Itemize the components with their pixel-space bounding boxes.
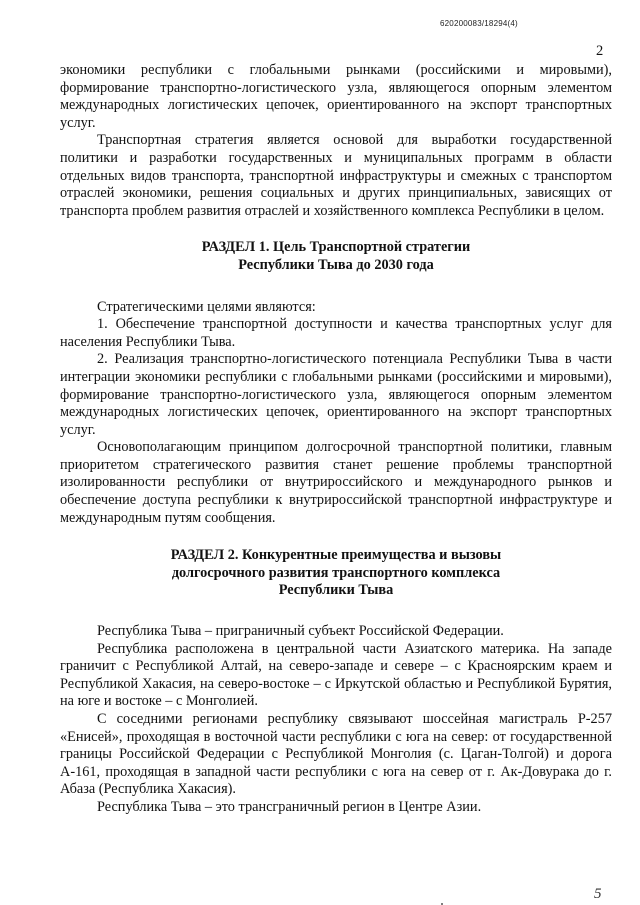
intro-paragraph-2: Транспортная стратегия является основой для выработки государственной политики и разработки государственных и муниципальных программ в области отдельных видов транспорта, транспортной инфраструктуры и смежных с транспортом отраслей экономики, решения социальных и других принципиальных, зависящих от транспорта проблем развития отраслей и хозяйственного комплекса Республики в целом. bbox=[60, 132, 612, 219]
section-2-heading bbox=[60, 547, 612, 600]
section-2-paragraph-4: Республика Тыва – это трансграничный регион в Центре Азии. bbox=[97, 798, 482, 815]
page-number: 2 bbox=[596, 43, 604, 59]
section-2-paragraph-1: Республика Тыва – приграничный субъект Российской Федерации. bbox=[97, 623, 504, 640]
section-2-title-line-2: долгосрочного развития транспортного комплекса bbox=[171, 564, 501, 581]
section-1-title-line-1: РАЗДЕЛ 1. Цель Транспортной стратегии bbox=[201, 239, 471, 256]
section-1-title-line-2: Республики Тыва до 2030 года bbox=[238, 256, 434, 273]
section-2-title-line-1: РАЗДЕЛ 2. Конкурентные преимущества и вызовы bbox=[170, 547, 502, 564]
document-body bbox=[60, 62, 612, 817]
intro-paragraph-1: экономики республики с глобальными рынками (российскими и мировыми), формирование транспортно-логистического узла, являющегося опорным элементом международных логистических цепочек, ориентированного на экспорт транспортных услуг. bbox=[60, 62, 612, 131]
section-1-paragraph-1: Стратегическими целями являются: bbox=[97, 298, 316, 315]
section-1-paragraph-3: 2. Реализация транспортно-логистического потенциала Республики Тыва в части интеграции экономики республики с глобальными рынками (российскими и мировыми), формирование транспортно-логистического узла, являющегося опорным элементом международных логистических цепочек, ориентированного на экспорт транспортных услуг. bbox=[60, 351, 612, 438]
section-2-title-line-3: Республики Тыва bbox=[278, 582, 394, 599]
handwritten-page-mark: 5 bbox=[594, 886, 602, 902]
section-1-heading bbox=[60, 239, 612, 274]
document-id: 620200083/18294(4) bbox=[440, 19, 518, 28]
section-1-paragraph-2: 1. Обеспечение транспортной доступности и качества транспортных услуг для населения Республики Тыва. bbox=[60, 316, 612, 350]
section-1-paragraph-4: Основополагающим принципом долгосрочной транспортной политики, главным приоритетом стратегического развития станет решение проблемы транспортной изолированности республики от внутрироссийского и международного рынков и обеспечение доступа республики к внутрироссийской транспортной инфраструктуре и международным путям сообщения. bbox=[60, 439, 612, 526]
section-2-paragraph-2: Республика расположена в центральной части Азиатского материка. На западе граничит с Республикой Алтай, на северо-западе и севере – с Красноярским краем и Республикой Хакасия, на северо-востоке – с Иркутской областью и Республикой Бурятия, на юге и востоке – с Монголией. bbox=[60, 640, 612, 710]
section-2-paragraph-3: С соседними регионами республику связывают шоссейная магистраль Р-257 «Енисей», проходящая в восточной части республики с юга на север: от государственной границы Российской Федерации с Республикой Монголия (с. Цаган-Толгой) и дорога А-161, проходящая в западной части республики с юга на север от г. Ак-Довурака до г. Абаза (Республика Хакасия). bbox=[60, 711, 612, 798]
